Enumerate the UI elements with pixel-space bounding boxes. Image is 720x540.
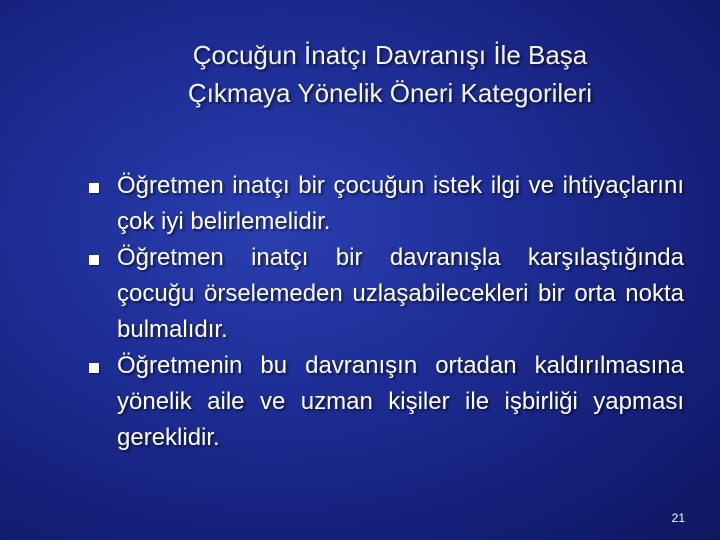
bullet-text-1: Öğretmen inatçı bir çocuğun istek ilgi ve ihtiyaçlarını çok iyi belirlemelidir. [117, 172, 684, 235]
bullet-text-3: Öğretmenin bu davranışın ortadan kaldırılmasına yönelik aile ve uzman kişiler ile işbirliği yapması gereklidir. [117, 352, 684, 451]
bullet-list [88, 168, 684, 456]
bullet-item-1 [88, 168, 684, 240]
bullet-item-2 [88, 240, 684, 348]
slide-title-line-1: Çocuğun İnatçı Davranışı İle Başa [192, 40, 588, 70]
square-bullet-icon [89, 363, 99, 373]
page-number: 21 [671, 511, 685, 525]
square-bullet-icon [89, 255, 99, 265]
bullet-item-3 [88, 348, 684, 456]
square-bullet-icon [89, 183, 99, 193]
slide-title-line-2: Çıkmaya Yönelik Öneri Kategorileri [187, 78, 593, 108]
bullet-text-2: Öğretmen inatçı bir davranışla karşılaştığında çocuğu örselemeden uzlaşabilecekleri bir orta nokta bulmalıdır. [117, 244, 684, 343]
slide-title [60, 36, 720, 112]
